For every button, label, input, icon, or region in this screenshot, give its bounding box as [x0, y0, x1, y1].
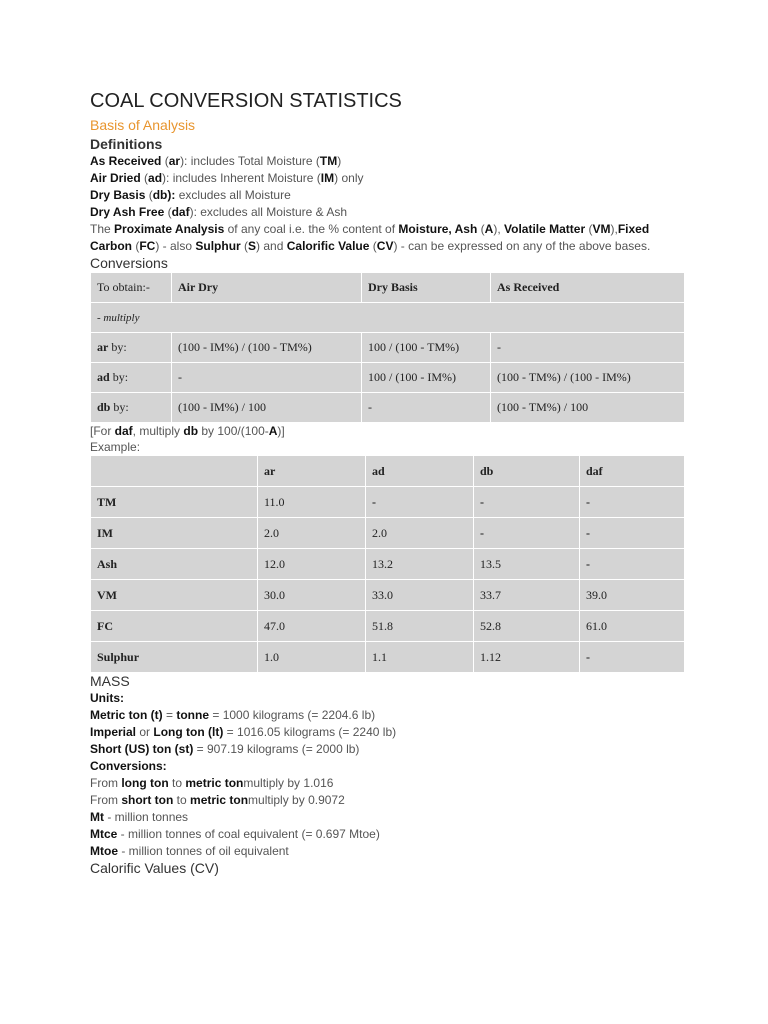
table-row [91, 393, 685, 423]
row-label-cell: TM [91, 487, 258, 518]
table-cell: 2.0 [366, 518, 474, 549]
table-row [91, 642, 685, 673]
table-row [91, 303, 685, 333]
table-cell: 1.12 [474, 642, 580, 673]
header-cell: To obtain:- [91, 273, 172, 303]
table-cell: 12.0 [258, 549, 366, 580]
table-cell: - [474, 487, 580, 518]
table-cell: - [580, 518, 685, 549]
mass-conversion-item: From short ton to metric tonmultiply by 0.9072 [90, 793, 345, 807]
mass-conversion-item: From long ton to metric tonmultiply by 1.016 [90, 776, 334, 790]
table-row [91, 611, 685, 642]
table-cell: 13.5 [474, 549, 580, 580]
table-cell: (100 - IM%) / 100 [172, 393, 362, 423]
unit-item: Imperial or Long ton (lt) = 1016.05 kilograms (= 2240 lb) [90, 725, 397, 739]
table-cell: 39.0 [580, 580, 685, 611]
definitions-heading: Definitions [90, 136, 163, 152]
document-page [90, 88, 685, 877]
page-title: COAL CONVERSION STATISTICS [90, 90, 402, 112]
row-label-cell: ar by: [91, 333, 172, 363]
table-cell: 61.0 [580, 611, 685, 642]
example-table [90, 455, 685, 673]
table-cell: 33.0 [366, 580, 474, 611]
table-row [91, 518, 685, 549]
table-row [91, 487, 685, 518]
header-cell: ar [258, 456, 366, 487]
row-label-cell: VM [91, 580, 258, 611]
table-cell: 47.0 [258, 611, 366, 642]
table-cell: 2.0 [258, 518, 366, 549]
table-cell: 1.1 [366, 642, 474, 673]
table-cell: - [362, 393, 491, 423]
header-cell: Air Dry [172, 273, 362, 303]
table-cell: 33.7 [474, 580, 580, 611]
abbrev-item: Mtce - million tonnes of coal equivalent (= 0.697 Mtoe) [90, 827, 380, 841]
multiply-cell: - multiply [91, 303, 685, 333]
table-row [91, 580, 685, 611]
table-cell: - [366, 487, 474, 518]
table-cell: - [474, 518, 580, 549]
definitions-list [90, 153, 685, 221]
table-cell: 100 / (100 - IM%) [362, 363, 491, 393]
definition-item: Dry Basis (db): excludes all Moisture [90, 188, 291, 202]
row-label-cell: Ash [91, 549, 258, 580]
table-row [91, 333, 685, 363]
table-cell: - [491, 333, 685, 363]
row-label-cell: IM [91, 518, 258, 549]
row-label-cell: FC [91, 611, 258, 642]
table-cell: - [580, 549, 685, 580]
table-cell: (100 - IM%) / (100 - TM%) [172, 333, 362, 363]
header-cell: ad [366, 456, 474, 487]
conversions-heading: Conversions [90, 255, 168, 271]
table-cell: 11.0 [258, 487, 366, 518]
table-cell: 30.0 [258, 580, 366, 611]
unit-item: Short (US) ton (st) = 907.19 kilograms (= 2000 lb) [90, 742, 360, 756]
abbrev-item: Mt - million tonnes [90, 810, 189, 824]
header-cell: daf [580, 456, 685, 487]
definition-item: Air Dried (ad): includes Inherent Moisture (IM) only [90, 171, 364, 185]
header-cell: As Received [491, 273, 685, 303]
table-cell: - [580, 642, 685, 673]
definition-item: As Received (ar): includes Total Moisture (TM) [90, 154, 342, 168]
example-label: Example: [90, 440, 141, 454]
row-label-cell: db by: [91, 393, 172, 423]
table-header-row [91, 456, 685, 487]
table-row [91, 549, 685, 580]
header-cell: Dry Basis [362, 273, 491, 303]
table-cell: 1.0 [258, 642, 366, 673]
header-cell [91, 456, 258, 487]
abbrev-item: Mtoe - million tonnes of oil equivalent [90, 844, 289, 858]
table-cell: 52.8 [474, 611, 580, 642]
table-cell: (100 - TM%) / 100 [491, 393, 685, 423]
row-label-cell: Sulphur [91, 642, 258, 673]
table-cell: 51.8 [366, 611, 474, 642]
header-cell: db [474, 456, 580, 487]
table-row [91, 363, 685, 393]
row-label-cell: ad by: [91, 363, 172, 393]
calorific-values-heading: Calorific Values (CV) [90, 860, 219, 876]
definition-item: Dry Ash Free (daf): excludes all Moisture & Ash [90, 205, 347, 219]
table-header-row [91, 273, 685, 303]
units-label: Units: [90, 691, 124, 705]
conversion-table [90, 272, 685, 423]
unit-item: Metric ton (t) = tonne = 1000 kilograms (= 2204.6 lb) [90, 708, 376, 722]
table-cell: - [580, 487, 685, 518]
table-cell: (100 - TM%) / (100 - IM%) [491, 363, 685, 393]
daf-note: [For daf, multiply db by 100/(100-A)] [90, 424, 285, 438]
proximate-paragraph: The Proximate Analysis of any coal i.e. the % content of Moisture, Ash (A), Volatile Matter (VM),Fixed Carbon (FC) - also Sulphur (S) and Calorific Value (CV) - can be expressed on any of the above bases. [90, 222, 651, 253]
mass-heading: MASS [90, 673, 130, 689]
table-cell: 13.2 [366, 549, 474, 580]
conversions-label: Conversions: [90, 759, 167, 773]
table-cell: 100 / (100 - TM%) [362, 333, 491, 363]
table-cell: - [172, 363, 362, 393]
section-subtitle: Basis of Analysis [90, 117, 196, 133]
